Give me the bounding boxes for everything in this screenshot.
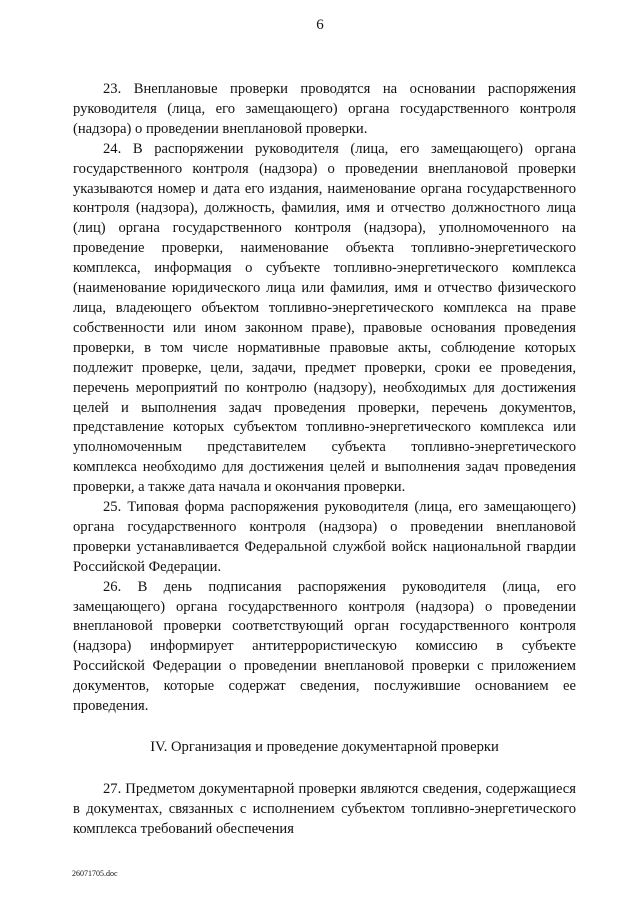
page-number: 6: [316, 17, 324, 33]
paragraph-25: 25. Типовая форма распоряжения руководителя (лица, его замещающего) органа государственного контроля (надзора) о проведении внеплановой проверки устанавливается Федеральной службой войск национальной гвардии Российской Федерации.: [73, 499, 576, 575]
paragraph-24: 24. В распоряжении руководителя (лица, его замещающего) органа государственного контроля (надзора) о проведении внеплановой проверки указываются номер и дата его издания, наименование органа государственного контроля (надзора), должность, фамилия, имя и отчество должностного лица (лиц) органа государственного контроля (надзора), уполномоченного на проведение проверки, наименование объекта топливно-энергетического комплекса, информация о субъекте топливно-энергетического комплекса (наименование юридического лица или фамилия, имя и отчество физического лица, владеющего объектом топливно-энергетического комплекса на праве собственности или ином законном праве), правовые основания проведения проверки, в том числе нормативные правовые акты, соблюдение которых подлежит проверке, цели, задачи, предмет проверки, сроки ее проведения, перечень мероприятий по контролю (надзору), необходимых для достижения целей и выполнения задач проведения проверки, перечень документов, представление которых субъектом топливно-энергетического комплекса или уполномоченным представителем субъекта топливно-энергетического комплекса необходимо для достижения целей и выполнения задач проведения проверки, а также дата начала и окончания проверки.: [73, 140, 576, 496]
paragraph-27: 27. Предметом документарной проверки являются сведения, содержащиеся в документах, связанных с исполнением субъектом топливно-энергетического комплекса требований обеспечения: [73, 780, 576, 837]
file-name-footer: 26071705.doc: [72, 869, 118, 878]
document-body: [73, 80, 576, 840]
section-heading: IV. Организация и проведение документарной проверки: [150, 739, 499, 755]
paragraph-26: 26. В день подписания распоряжения руководителя (лица, его замещающего) органа государственного контроля (надзора) о проведении внеплановой проверки соответствующий орган государственного контроля (надзора) информирует антитеррористическую комиссию в субъекте Российской Федерации о проведении внеплановой проверки с приложением документов, которые содержат сведения, послужившие основанием ее проведения.: [73, 578, 576, 715]
paragraph-23: 23. Внеплановые проверки проводятся на основании распоряжения руководителя (лица, его замещающего) органа государственного контроля (надзора) о проведении внеплановой проверки.: [73, 81, 576, 137]
